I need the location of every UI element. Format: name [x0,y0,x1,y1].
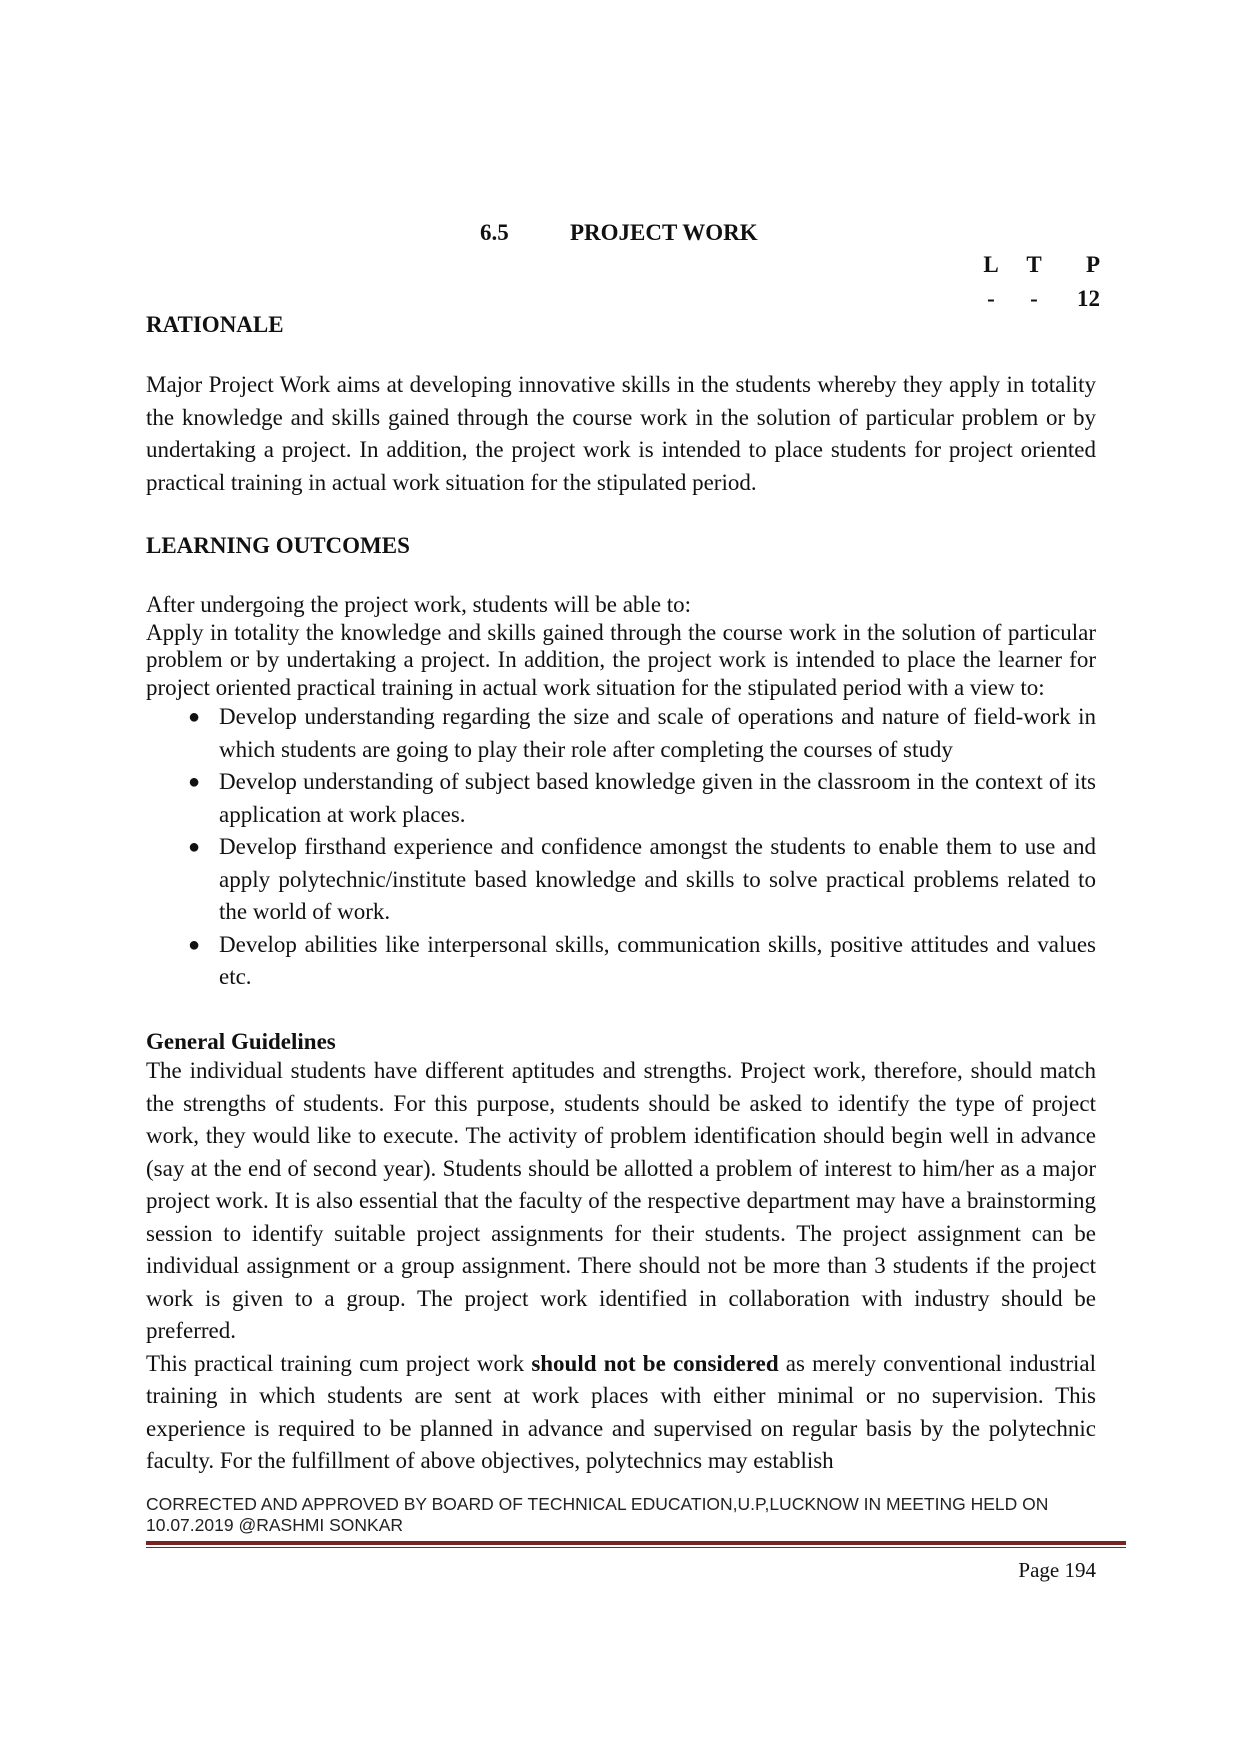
learning-outcomes-body [146,591,1096,994]
ltp-value-l: - [987,286,995,311]
footer-divider-thin [146,1547,1126,1548]
footer-divider [146,1541,1126,1545]
general-guidelines-heading: General Guidelines [146,1029,336,1054]
bullet-icon: ● [188,933,201,956]
para2-text-end: as merely conventional industrial training in which students are sent at work places with either minimal or no supervision. This experience is required to be planned in advance and supervised on regular basis by the polytechnic faculty. For the fulfillment of above objectives, polytechnics may establish [146,1350,1096,1473]
learning-outcomes-intro: After undergoing the project work, students will be able to: [146,592,692,617]
para2-text-start: This practical training cum project work [146,1350,532,1376]
ltp-header-row [980,248,1100,282]
bullet-icon: ● [188,836,201,858]
learning-outcomes-list [146,701,1096,994]
list-item-text: Develop understanding of subject based knowledge given in the classroom in the context of its application at work places. [219,769,1096,827]
ltp-header-l: L [983,252,999,277]
general-guidelines-para2 [146,1348,1096,1478]
section-title [480,220,758,246]
rationale-text: Major Project Work aims at developing innovative skills in the students whereby they apply in totality the knowledge and skills gained through the course work in the solution of particular problem or by undertaking a project. In addition, the project work is intended to place students for project oriented practical training in actual work situation for the stipulated period. [146,372,1096,495]
learning-outcomes-heading: LEARNING OUTCOMES [146,533,410,558]
list-item-text: Develop firsthand experience and confidence amongst the students to enable them to use and apply polytechnic/institute based knowledge and skills to solve practical problems related to the world of work. [219,834,1096,924]
ltp-table [980,248,1100,316]
ltp-header-p: P [1085,252,1100,277]
bullet-icon: ● [188,771,201,793]
list-item [146,701,1096,766]
footer-line-1: CORRECTED AND APPROVED BY BOARD OF TECHNICAL EDUCATION,U.P,LUCKNOW IN MEETING HELD ON [146,1494,1049,1514]
general-guidelines-section [146,1028,1096,1478]
ltp-value-row [980,282,1100,316]
learning-outcomes-text: Apply in totality the knowledge and skills gained through the course work in the solution of particular problem or by undertaking a project. In addition, the project work is intended to place the learner for project oriented practical training in actual work situation for the stipulated period with a view to: [146,619,1096,700]
footer-approval [146,1494,1106,1536]
list-item [146,831,1096,929]
list-item-text: Develop abilities like interpersonal skills, communication skills, positive attitudes and values etc. [219,931,1096,989]
list-item-text: Develop understanding regarding the size and scale of operations and nature of field-work in which students are going to play their role after completing the courses of study [219,704,1096,762]
ltp-value-t: - [1030,286,1038,311]
bullet-icon: ● [188,706,201,728]
list-item [146,766,1096,831]
para2-emphasis: should not be considered [531,1350,779,1376]
general-guidelines-para1: The individual students have different aptitudes and strengths. Project work, therefore, should match the strengths of students. For this purpose, students should be asked to identify the type of project work, they would like to execute. The activity of problem identification should begin well in advance (say at the end of second year). Students should be allotted a problem of interest to him/her as a major project work. It is also essential that the faculty of the respective department may have a brainstorming session to identify suitable project assignments for their students. The project assignment can be individual assignment or a group assignment. There should not be more than 3 students if the project work is given to a group. The project work identified in collaboration with industry should be preferred. [146,1058,1096,1343]
rationale-heading: RATIONALE [146,312,284,337]
ltp-value-p: 12 [1077,286,1100,311]
ltp-header-t: T [1026,252,1042,277]
page-number: Page 194 [1018,1558,1096,1582]
section-number: 6.5 [480,220,509,245]
footer-line-2: 10.07.2019 @RASHMI SONKAR [146,1515,404,1535]
list-item [146,929,1096,994]
section-name: PROJECT WORK [570,220,758,245]
